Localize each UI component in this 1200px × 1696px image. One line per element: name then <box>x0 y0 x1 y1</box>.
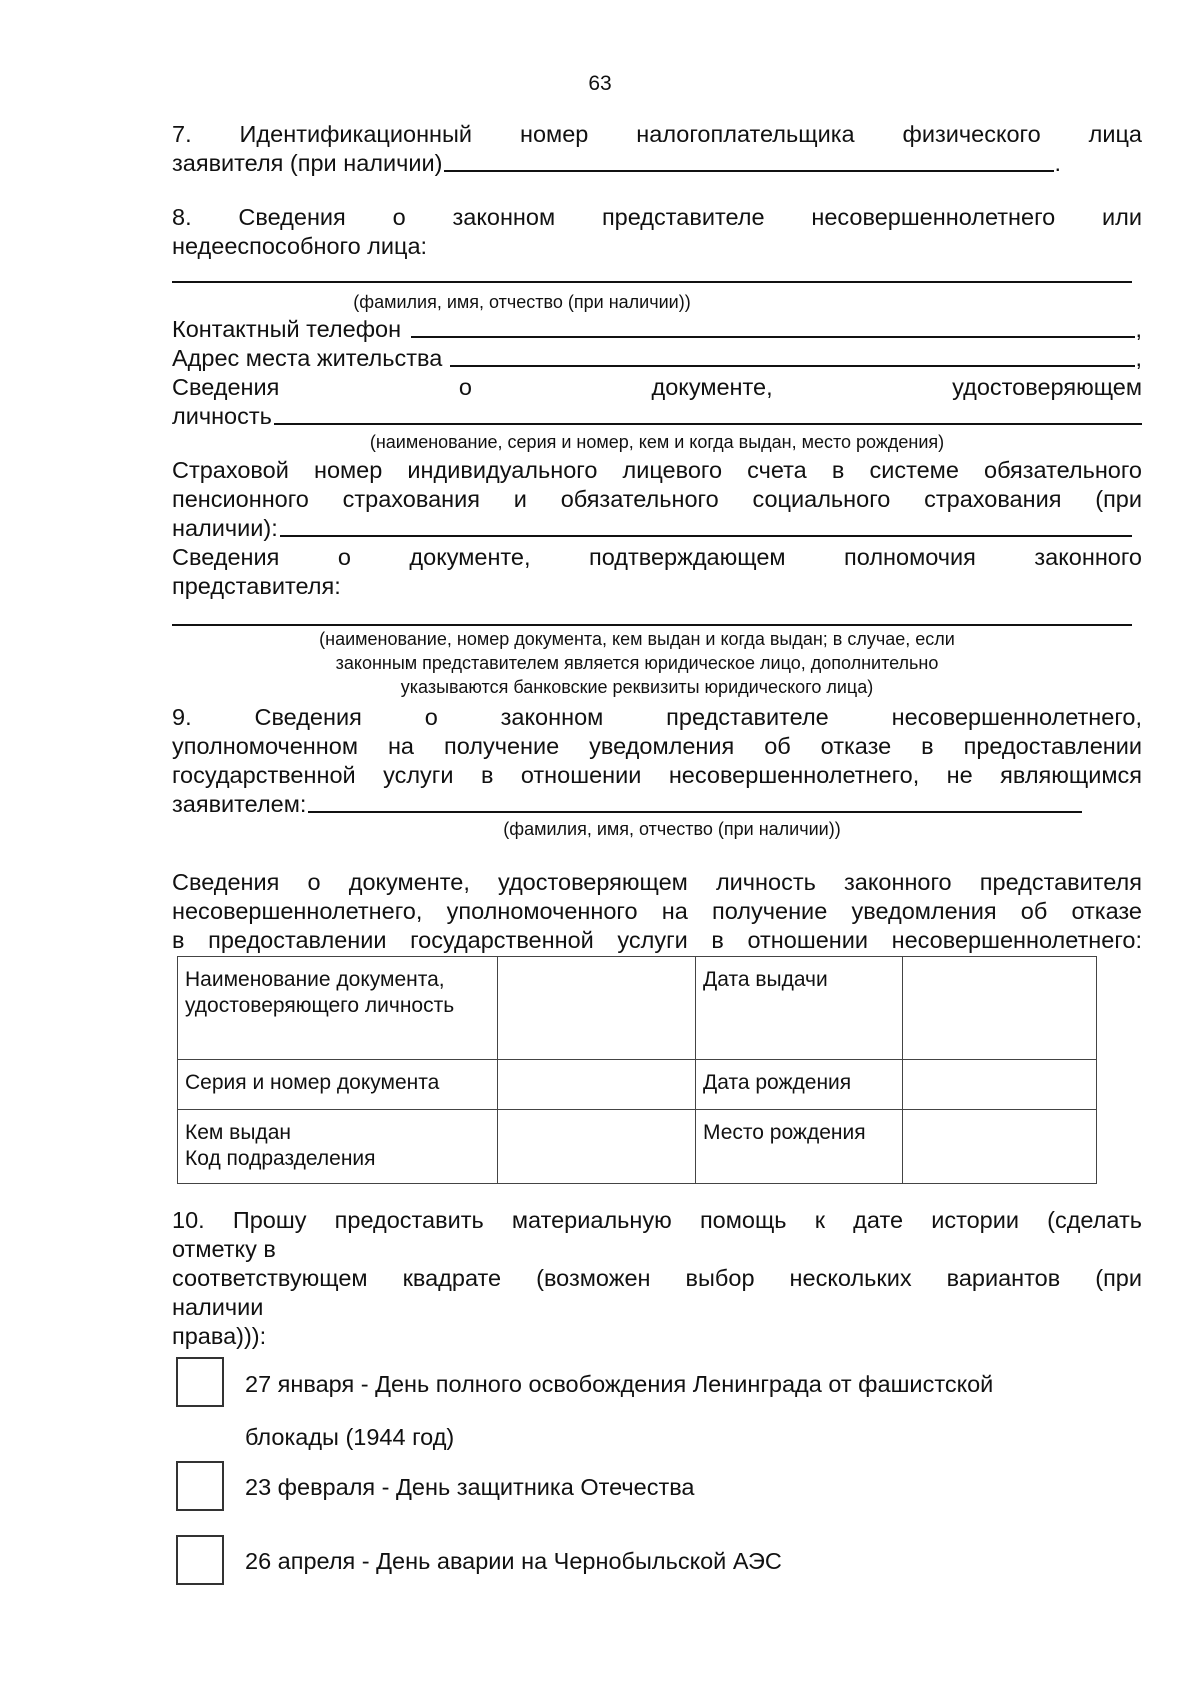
snils-input-line[interactable] <box>280 535 1132 537</box>
option-label-leningrad-2: блокады (1944 год) <box>245 1424 455 1450</box>
iddoc-caption: (наименование, серия и номер, кем и когда выдан, место рождения) <box>369 432 945 452</box>
section-9-label: заявителем: <box>172 791 307 817</box>
section-9-line3: государственной услуги в отношении несовершеннолетнего, не являющимся <box>172 762 1142 788</box>
doc-name-label: Наименование документа, удостоверяющего личность <box>185 968 455 1017</box>
section-8 <box>172 203 1142 261</box>
phone-input-line[interactable] <box>411 336 1135 338</box>
inn-label: заявителя (при наличии) <box>172 150 443 176</box>
address-label: Адрес места жительства <box>172 345 443 371</box>
section-10-line5: права))): <box>172 1323 267 1349</box>
auth-caption-1: (наименование, номер документа, кем выдан и когда выдан; в случае, если <box>319 629 955 649</box>
issue-date-label-cell <box>696 957 903 1060</box>
representative-fio-caption: (фамилия, имя, отчество (при наличии)) <box>353 292 691 312</box>
snils-line2: пенсионного страхования и обязательного социального страхования (при <box>172 486 1142 512</box>
doc-name-label-cell <box>178 957 498 1060</box>
snils-row <box>172 514 1132 543</box>
auth-doc-line[interactable] <box>172 624 1132 626</box>
iddoc-input-line[interactable] <box>274 423 1142 425</box>
page-number: 63 <box>588 72 612 95</box>
birth-place-label-cell <box>696 1110 903 1184</box>
section-9-line1: 9. Сведения о законном представителе несовершеннолетнего, <box>172 704 1142 730</box>
issue-date-label: Дата выдачи <box>703 968 828 991</box>
issued-by-input-cell[interactable] <box>498 1110 696 1184</box>
section-9-doc-line1: Сведения о документе, удостоверяющем личность законного представителя <box>172 869 1142 895</box>
section-10-line1: 10. Прошу предоставить материальную помощь к дате истории (сделать <box>172 1207 1142 1233</box>
address-row <box>172 344 1142 373</box>
contact-block <box>172 315 1142 431</box>
section-7-line1: 7. Идентификационный номер налогоплательщика физического лица <box>172 121 1142 147</box>
option-checkbox-defender[interactable] <box>176 1461 224 1511</box>
section-10 <box>172 1206 1142 1351</box>
auth-line2: представителя: <box>172 573 341 599</box>
section-9-doc-line3: в предоставлении государственной услуги в отношении несовершеннолетнего: <box>172 927 1142 953</box>
doc-name-input-cell[interactable] <box>498 957 696 1060</box>
birth-place-input-cell[interactable] <box>903 1110 1097 1184</box>
section-9-row <box>172 790 1082 819</box>
snils-block <box>172 456 1142 601</box>
birth-date-label-cell <box>696 1060 903 1110</box>
issue-date-input-cell[interactable] <box>903 957 1097 1060</box>
division-code-label: Код подразделения <box>185 1147 376 1170</box>
birth-date-label: Дата рождения <box>703 1071 852 1094</box>
inn-field-row <box>172 149 1142 178</box>
iddoc-label: личность <box>172 403 272 429</box>
birth-date-input-cell[interactable] <box>903 1060 1097 1110</box>
phone-label: Контактный телефон <box>172 316 402 342</box>
section-9 <box>172 703 1142 819</box>
auth-line1: Сведения о документе, подтверждающем полномочия законного <box>172 544 1142 570</box>
section-9-fio-caption: (фамилия, имя, отчество (при наличии)) <box>503 819 841 839</box>
address-input-line[interactable] <box>450 365 1135 367</box>
series-number-label: Серия и номер документа <box>185 1071 440 1094</box>
issued-by-label-cell <box>178 1110 498 1184</box>
birth-place-label: Место рождения <box>703 1121 866 1144</box>
table-row <box>178 957 1097 1060</box>
auth-caption-3: указываются банковские реквизиты юридического лица) <box>400 677 874 697</box>
inn-period: . <box>1054 150 1061 176</box>
section-10-line2: отметку в <box>172 1236 276 1262</box>
snils-line1: Страховой номер индивидуального лицевого счета в системе обязательного <box>172 457 1142 483</box>
series-number-label-cell <box>178 1060 498 1110</box>
identity-document-table <box>177 956 1097 1184</box>
section-10-line3: соответствующем квадрате (возможен выбор нескольких вариантов (при <box>172 1265 1142 1291</box>
snils-label: наличии): <box>172 515 278 541</box>
section-8-line2: недееспособного лица: <box>172 233 428 259</box>
section-9-input-line[interactable] <box>308 811 1082 813</box>
option-checkbox-chernobyl[interactable] <box>176 1535 224 1585</box>
section-9-doc <box>172 868 1142 955</box>
phone-row <box>172 315 1142 344</box>
series-number-input-cell[interactable] <box>498 1060 696 1110</box>
option-label-leningrad-1: 27 января - День полного освобождения Ленинграда от фашистской <box>245 1371 994 1397</box>
representative-fio-line[interactable] <box>172 281 1132 283</box>
iddoc-row <box>172 402 1142 431</box>
auth-caption-2: законным представителем является юридическое лицо, дополнительно <box>335 653 939 673</box>
section-7 <box>172 120 1142 178</box>
issued-by-label: Кем выдан <box>185 1121 291 1144</box>
address-comma: , <box>1135 345 1142 371</box>
inn-input-line[interactable] <box>444 170 1054 172</box>
option-label-chernobyl: 26 апреля - День аварии на Чернобыльской АЭС <box>245 1548 782 1574</box>
section-9-doc-line2: несовершеннолетнего, уполномоченного на получение уведомления об отказе <box>172 898 1142 924</box>
table-row <box>178 1060 1097 1110</box>
section-10-line4: наличии <box>172 1294 264 1320</box>
option-checkbox-leningrad[interactable] <box>176 1357 224 1407</box>
section-9-line2: уполномоченном на получение уведомления об отказе в предоставлении <box>172 733 1142 759</box>
iddoc-line1: Сведения о документе, удостоверяющем <box>172 374 1142 400</box>
phone-comma: , <box>1135 316 1142 342</box>
table-row <box>178 1110 1097 1184</box>
section-8-line1: 8. Сведения о законном представителе несовершеннолетнего или <box>172 204 1142 230</box>
option-label-defender: 23 февраля - День защитника Отечества <box>245 1474 695 1500</box>
